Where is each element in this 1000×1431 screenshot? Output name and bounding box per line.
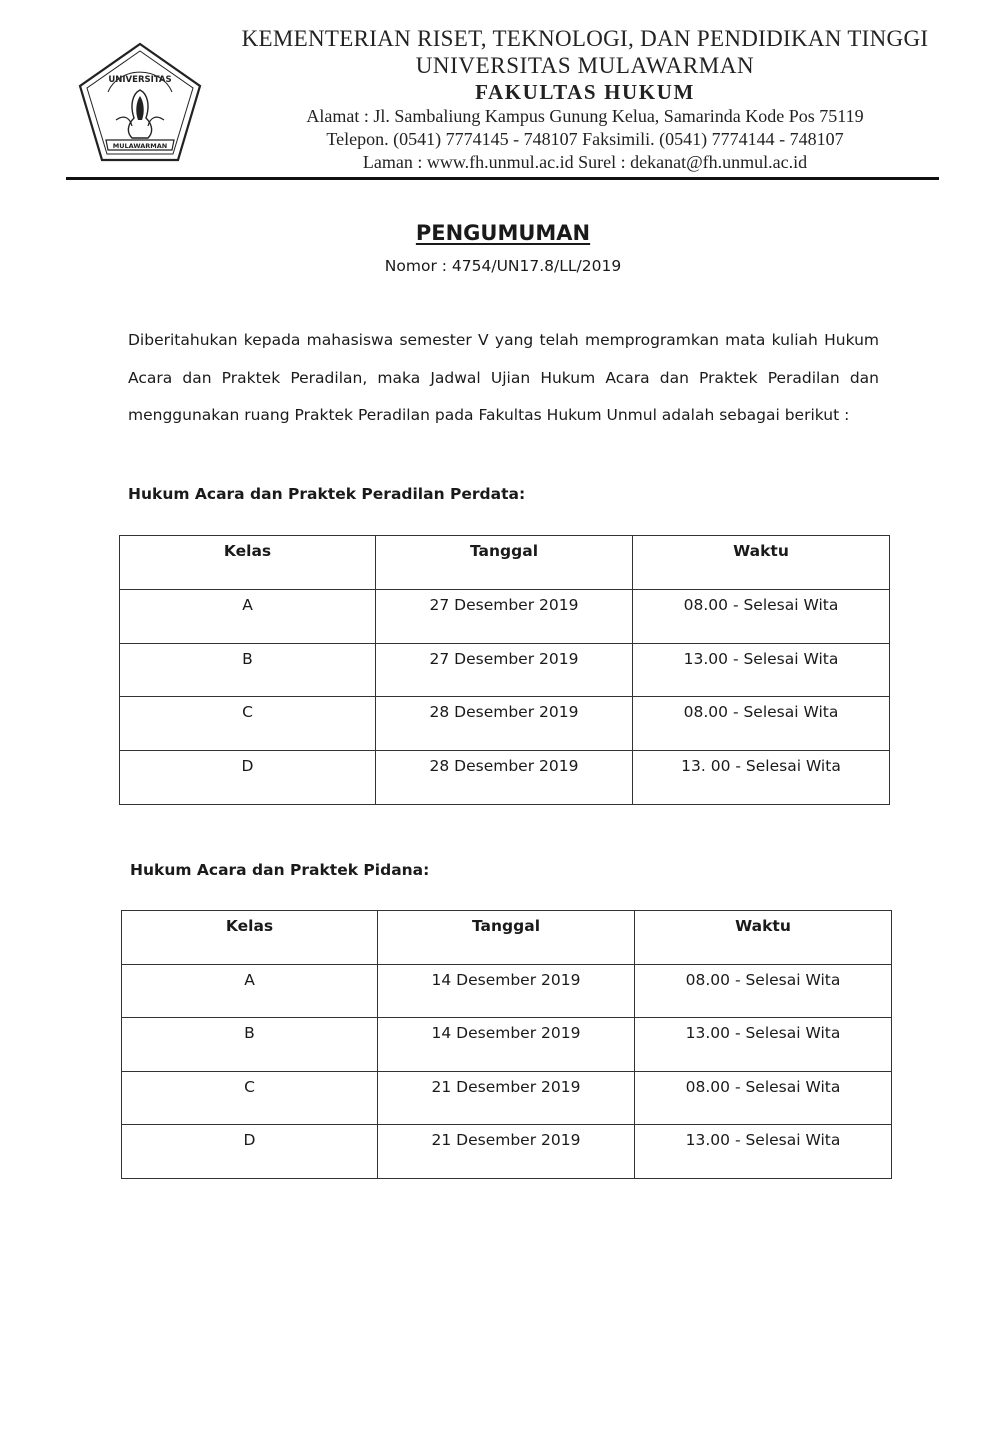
faculty-web: Laman : www.fh.unmul.ac.id Surel : dekanat@fh.unmul.ac.id [362,152,808,172]
header-tanggal: Tanggal [376,536,633,590]
cell-waktu: 08.00 - Selesai Wita [635,1071,892,1125]
cell-kelas: A [120,589,376,643]
header-waktu: Waktu [633,536,890,590]
cell-waktu: 08.00 - Selesai Wita [633,589,890,643]
header-tanggal: Tanggal [378,911,635,965]
cell-tanggal: 14 Desember 2019 [378,964,635,1018]
cell-tanggal: 14 Desember 2019 [378,1018,635,1072]
pidana-section-title: Hukum Acara dan Praktek Pidana: [130,861,430,879]
letterhead-divider [66,177,939,180]
faculty-address: Alamat : Jl. Sambaliung Kampus Gunung Kelua, Samarinda Kode Pos 75119 [306,106,864,126]
logo-top-text: UNIVERSITAS [108,75,172,85]
cell-waktu: 13. 00 - Selesai Wita [633,751,890,805]
cell-kelas: D [122,1125,378,1179]
table-row [122,1018,892,1072]
table-row [120,751,890,805]
table-row [122,964,892,1018]
cell-kelas: C [122,1071,378,1125]
cell-kelas: A [122,964,378,1018]
table-header-row [122,911,892,965]
ministry-name: KEMENTERIAN RISET, TEKNOLOGI, DAN PENDIDIKAN TINGGI [241,26,929,51]
perdata-schedule-table [119,535,890,805]
cell-kelas: B [122,1018,378,1072]
university-name: UNIVERSITAS MULAWARMAN [415,53,755,78]
cell-tanggal: 21 Desember 2019 [378,1071,635,1125]
announcement-number: Nomor : 4754/UN17.8/LL/2019 [384,257,622,275]
table-row [122,1125,892,1179]
table-row [120,697,890,751]
cell-waktu: 13.00 - Selesai Wita [633,643,890,697]
cell-tanggal: 21 Desember 2019 [378,1125,635,1179]
table-row [120,589,890,643]
faculty-name: FAKULTAS HUKUM [475,80,695,104]
cell-kelas: C [120,697,376,751]
cell-kelas: D [120,751,376,805]
cell-waktu: 08.00 - Selesai Wita [633,697,890,751]
pidana-schedule-table [121,910,892,1179]
cell-tanggal: 27 Desember 2019 [376,589,633,643]
logo-bottom-text: MULAWARMAN [112,142,168,150]
table-header-row [120,536,890,590]
cell-waktu: 08.00 - Selesai Wita [635,964,892,1018]
cell-tanggal: 27 Desember 2019 [376,643,633,697]
university-logo [72,36,208,172]
cell-kelas: B [120,643,376,697]
cell-tanggal: 28 Desember 2019 [376,751,633,805]
table-row [122,1071,892,1125]
header-kelas: Kelas [122,911,378,965]
announcement-title [0,221,1000,245]
cell-tanggal: 28 Desember 2019 [376,697,633,751]
cell-waktu: 13.00 - Selesai Wita [635,1125,892,1179]
announcement-title-text: PENGUMUMAN [415,221,591,245]
cell-waktu: 13.00 - Selesai Wita [635,1018,892,1072]
faculty-phone: Telepon. (0541) 7774145 - 748107 Faksimili. (0541) 7774144 - 748107 [326,129,844,149]
table-row [120,643,890,697]
header-waktu: Waktu [635,911,892,965]
perdata-section-title: Hukum Acara dan Praktek Peradilan Perdata: [128,485,526,503]
announcement-body: Diberitahukan kepada mahasiswa semester V yang telah memprogramkan mata kuliah Hukum Acara dan Praktek Peradilan, maka Jadwal Ujian Hukum Acara dan Praktek Peradilan dan menggunakan ruang Praktek Peradilan pada Fakultas Hukum Unmul adalah sebagai berikut : [128,331,879,424]
header-kelas: Kelas [120,536,376,590]
